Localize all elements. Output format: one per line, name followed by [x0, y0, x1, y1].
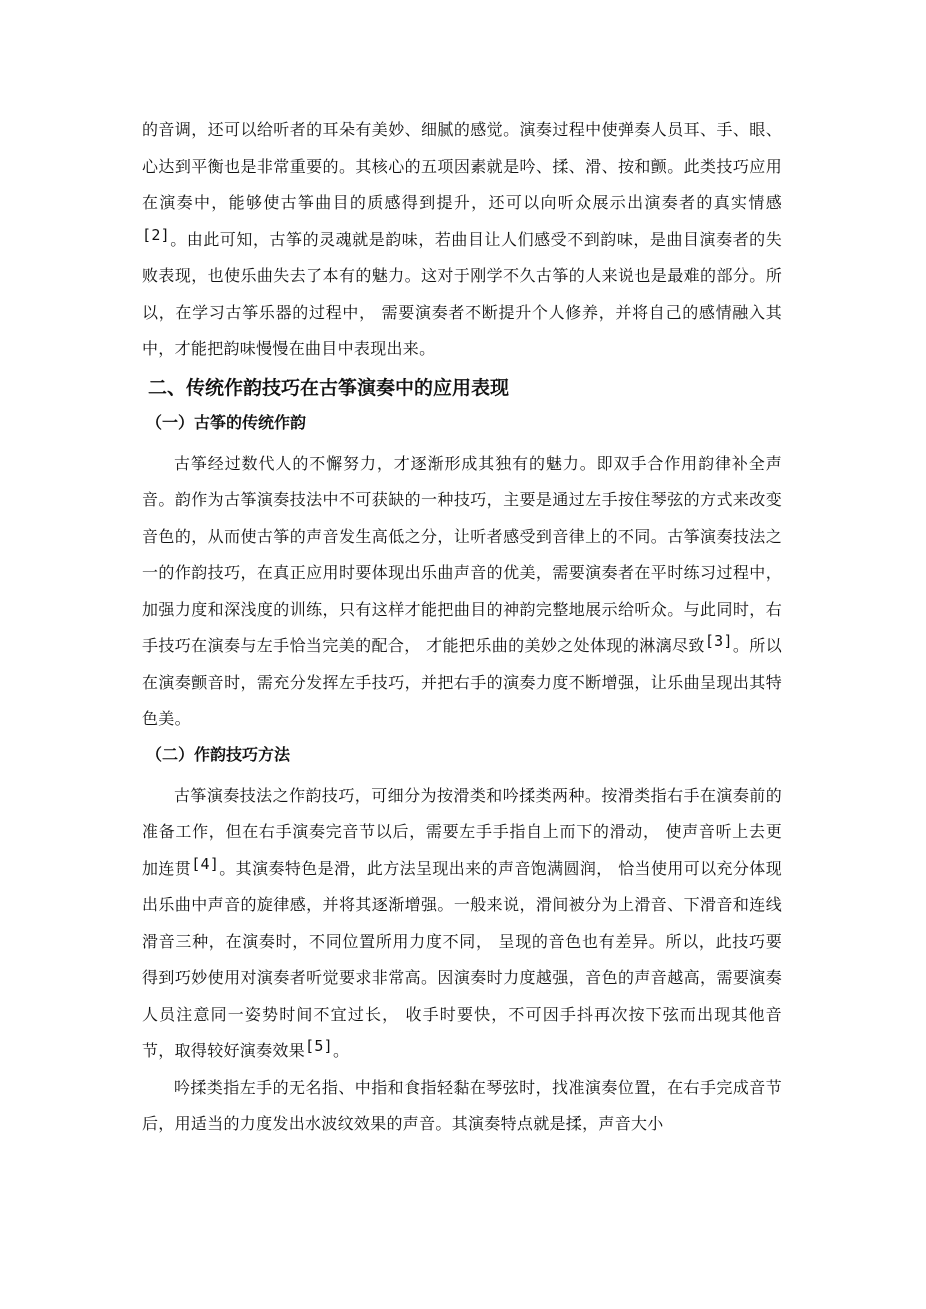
- paragraph-intro: [142, 112, 782, 368]
- paragraph-traditional-rhyme: [142, 446, 782, 738]
- paragraph-text: 古筝演奏技法之作韵技巧，可细分为按滑类和吟揉类两种。按滑类指右手在演奏前的准备工作，但在右手演奏完音节以后，需要左手手指自上而下的滑动， 使声音听上去更加连贯: [142, 785, 782, 878]
- citation: [3]: [704, 632, 733, 650]
- citation: [5]: [305, 1037, 334, 1055]
- document-body: [142, 112, 782, 1143]
- citation: [4]: [191, 854, 220, 873]
- paragraph-text: 。: [333, 1041, 350, 1060]
- paragraph-text: 。由此可知，古筝的灵魂就是韵味，若曲目让人们感受不到韵味，是曲目演奏者的失败表现，也使乐曲失去了本有的魅力。这对于刚学不久古筝的人来说也是最难的部分。所以，在学习古筝乐器的过程中， 需要演奏者不断提升个人修养，并将自己的感情融入其中，才能把韵味慢慢在曲目中表现出来。: [142, 229, 782, 358]
- paragraph-vibrato: 吟揉类指左手的无名指、中指和食指轻黏在琴弦时，找准演奏位置，在右手完成音节后，用适当的力度发出水波纹效果的声音。其演奏特点就是揉，声音大小: [142, 1077, 782, 1133]
- subsection-heading-1: （一）古筝的传统作韵: [146, 412, 307, 432]
- paragraph-text: 的音调，还可以给听者的耳朵有美妙、细腻的感觉。演奏过程中使弹奏人员耳、手、眼、心达到平衡也是非常重要的。其核心的五项因素就是吟、揉、滑、按和颤。此类技巧应用在演奏中，能够使古筝曲目的质感得到提升，还可以向听众展示出演奏者的真实情感: [142, 120, 782, 212]
- paragraph-text: 。所以在演奏颤音时，需充分发挥左手技巧，并把右手的演奏力度不断增强，让乐曲呈现出其特色美。: [142, 636, 782, 728]
- paragraph-press-slide: [142, 778, 782, 1070]
- paragraph-text: 古筝经过数代人的不懈努力，才逐渐形成其独有的魅力。即双手合作用韵律补全声音。韵作为古筝演奏技法中不可获缺的一种技巧，主要是通过左手按住琴弦的方式来改变音色的，从而使古筝的声音发生高低之分，让听者感受到音律上的不同。古筝演奏技法之一的作韵技巧，在真正应用时要体现出乐曲声音的优美，需要演奏者在平时练习过程中，加强力度和深浅度的训练，只有这样才能把曲目的神韵完整地展示给听众。与此同时，右手技巧在演奏与左手恰当完美的配合， 才能把乐曲的美妙之处体现的淋漓尽致: [142, 453, 782, 655]
- citation: [2]: [142, 225, 170, 244]
- subsection-heading-2: （二）作韵技巧方法: [146, 744, 291, 764]
- section-heading: 二、传统作韵技巧在古筝演奏中的应用表现: [148, 376, 510, 399]
- paragraph-text: 。其演奏特色是滑，此方法呈现出来的声音饱满圆润， 恰当使用可以充分体现出乐曲中声音的旋律感，并将其逐渐增强。一般来说，滑间被分为上滑音、下滑音和连线滑音三种，在演奏时，不同位置所用力度不同， 呈现的音色也有差异。所以，此技巧要得到巧妙使用对演奏者听觉要求非常高。因演奏时力度越强，音色的声音越高，需要演奏人员注意同一姿势时间不宜过长， 收手时要快，不可因手抖再次按下弦而出现其他音节，取得较好演奏效果: [142, 858, 782, 1060]
